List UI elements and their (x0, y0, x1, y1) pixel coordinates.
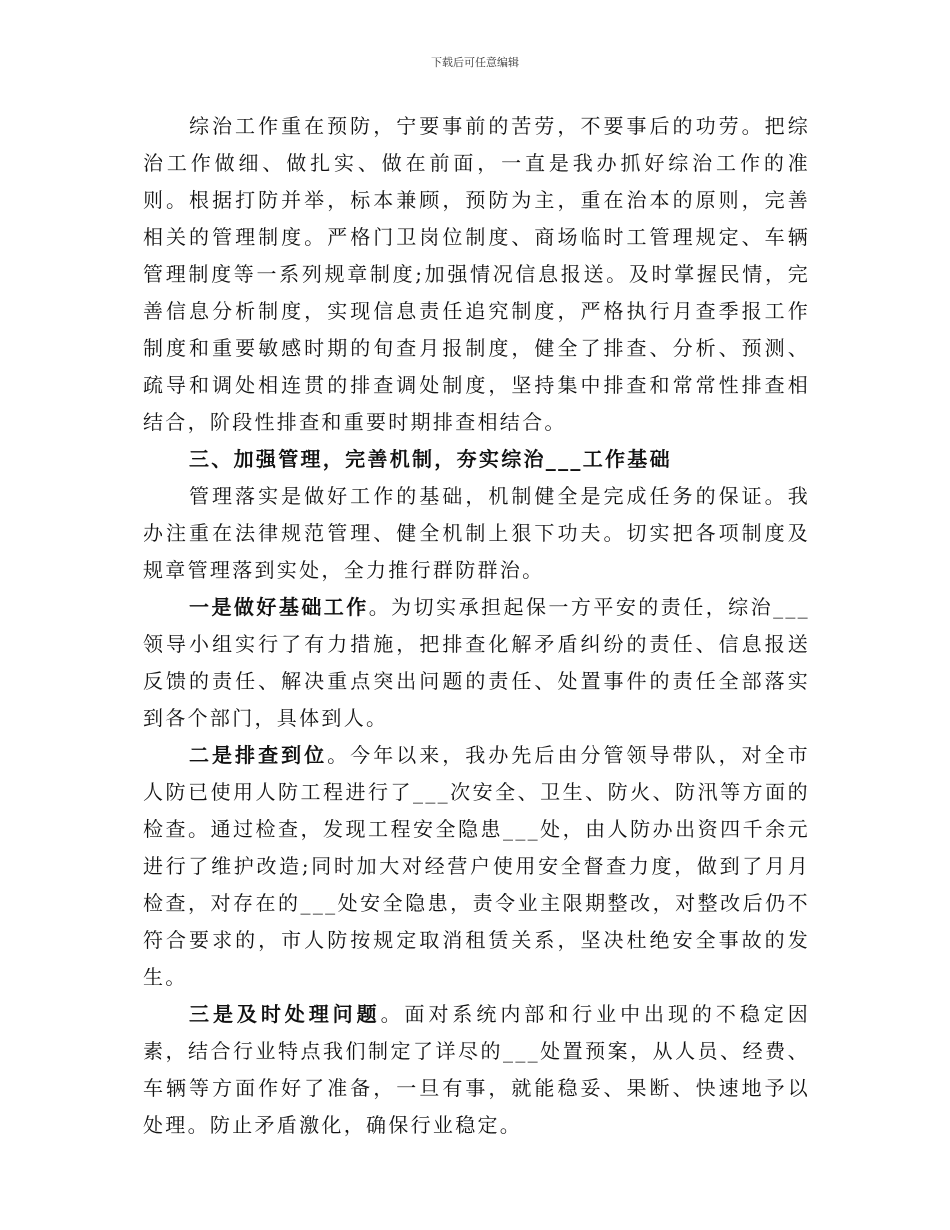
paragraph-management: 管理落实是做好工作的基础，机制健全是完成任务的保证。我办注重在法律规范管理、健全机制上狠下功夫。切实把各项制度及规章管理落到实处，全力推行群防群治。 (143, 484, 810, 582)
paragraph-text-basic-work: 。为切实承担起保一方平安的责任，综治___领导小组实行了有力措施，把排查化解矛盾纠纷的责任、信息报送反馈的责任、解决重点突出问题的责任、处置事件的责任全部落实到各个部门，具体到人。 (143, 595, 810, 730)
paragraph-basic-work (143, 589, 810, 737)
paragraph-text-inspection: 。今年以来，我办先后由分管领导带队，对全市人防已使用人防工程进行了___次安全、卫生、防火、防汛等方面的检查。通过检查，发现工程安全隐患___处，由人防办出资四千余元进行了维护改造;同时加大对经营户使用安全督查力度，做到了月月检查，对存在的___处安全隐患，责令业主限期整改，对整改后仍不符合要求的，市人防按规定取消租赁关系，坚决杜绝安全事故的发生。 (143, 743, 810, 989)
page-header: 下载后可任意编辑 (431, 56, 519, 69)
paragraph-lead-inspection: 二是排查到位 (189, 743, 328, 767)
paragraph-prevention: 综治工作重在预防，宁要事前的苦劳，不要事后的功劳。把综治工作做细、做扎实、做在前面，一直是我办抓好综治工作的准则。根据打防并举，标本兼顾，预防为主，重在治本的原则，完善相关的管理制度。严格门卫岗位制度、商场临时工管理规定、车辆管理制度等一系列规章制度;加强情况信息报送。及时掌握民情，完善信息分析制度，实现信息责任追究制度，严格执行月查季报工作制度和重要敏感时期的旬查月报制度，健全了排查、分析、预测、疏导和调处相连贯的排查调处制度，坚持集中排查和常常性排查相结合，阶段性排查和重要时期排查相结合。 (143, 114, 810, 434)
paragraph-handling (143, 996, 810, 1144)
section-heading-3: 三、加强管理，完善机制，夯实综治___工作基础 (189, 447, 672, 471)
document-body (143, 108, 810, 1144)
paragraph-inspection (143, 737, 810, 996)
paragraph-lead-handling: 三是及时处理问题 (189, 1002, 381, 1026)
paragraph-lead-basic-work: 一是做好基础工作 (189, 595, 369, 619)
paragraph-text-handling: 。面对系统内部和行业中出现的不稳定因素，结合行业特点我们制定了详尽的___处置预案，从人员、经费、车辆等方面作好了准备，一旦有事，就能稳妥、果断、快速地予以处理。防止矛盾激化，确保行业稳定。 (143, 1002, 811, 1137)
